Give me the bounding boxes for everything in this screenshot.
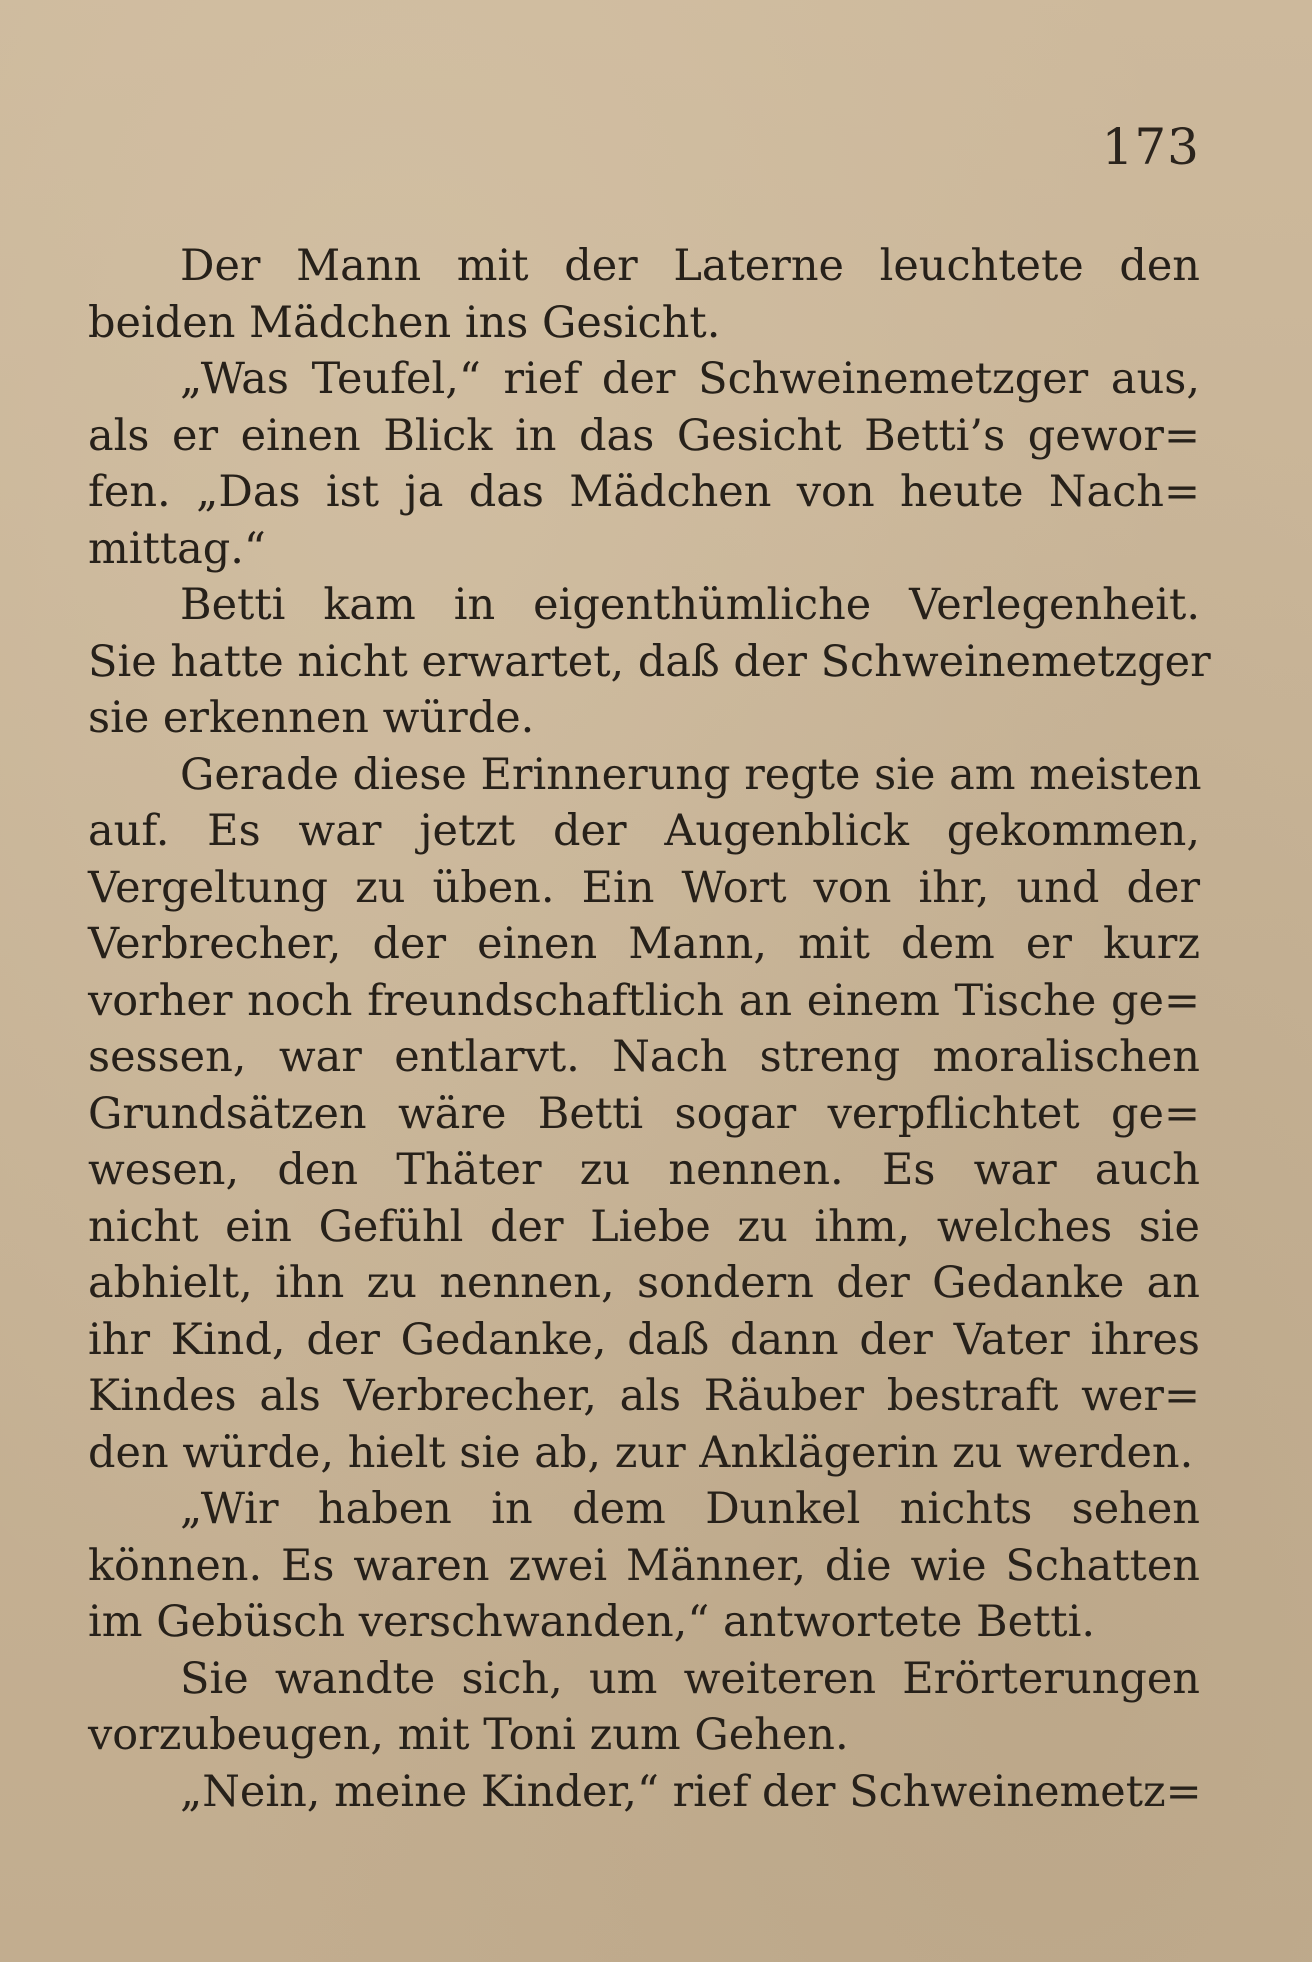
text-line: Der Mann mit der Laterne leuchtete den [180,241,1200,291]
paragraph [88,577,1211,747]
text-line: nicht ein Gefühl der Liebe zu ihm, welches sie [88,1201,1200,1252]
text-line: „Nein, meine Kinder,“ rief der Schweinemetz= [180,1766,1202,1817]
text-line: ihr Kind, der Gedanke, daß dann der Vater ihres [88,1314,1200,1365]
text-line: Kindes als Verbrecher, als Räuber bestraft wer= [88,1371,1200,1421]
text-line: „Was Teufel,“ rief der Schweinemetzger aus, [180,354,1200,404]
paragraph [88,351,1200,577]
paragraph [88,1764,1200,1821]
text-line: sie erkennen würde. [88,693,535,743]
text-line: im Gebüsch verschwanden,“ antwortete Betti. [88,1597,1095,1647]
text-line: vorzubeugen, mit Toni zum Gehen. [88,1710,849,1760]
text-line: als er einen Blick in das Gesicht Betti’s gewor= [88,410,1200,461]
text-line: den würde, hielt sie ab, zur Anklägerin zu werden. [88,1427,1194,1478]
text-line: Sie hatte nicht erwartet, daß der Schweinemetzger [88,636,1211,687]
text-line: Vergeltung zu üben. Ein Wort von ihr, und der [88,862,1200,913]
text-line: auf. Es war jetzt der Augenblick gekommen, [88,806,1200,856]
paragraph [88,238,1200,351]
text-line: beiden Mädchen ins Gesicht. [88,297,721,348]
text-line: Betti kam in eigenthümliche Verlegenheit. [180,580,1200,630]
text-line: können. Es waren zwei Männer, die wie Schatten [88,1540,1200,1591]
text-line: Gerade diese Erinnerung regte sie am meisten [180,749,1202,800]
paragraph [88,1481,1200,1651]
text-line: abhielt, ihn zu nennen, sondern der Gedanke an [88,1258,1200,1308]
page-number: 173 [1101,118,1200,176]
text-line: fen. „Das ist ja das Mädchen von heute Nach= [88,467,1200,517]
text-line: Verbrecher, der einen Mann, mit dem er kurz [88,919,1200,969]
text-line: Grundsätzen wäre Betti sogar verpflichtet ge= [88,1088,1200,1139]
paragraph [88,1651,1200,1764]
text-line: sessen, war entlarvt. Nach streng moralischen [88,1032,1200,1082]
text-line: wesen, den Thäter zu nennen. Es war auch [88,1145,1200,1195]
text-line: mittag.“ [88,523,266,574]
paragraph [88,747,1200,1482]
text-line: vorher noch freundschaftlich an einem Tische ge= [88,975,1200,1026]
text-line: Sie wandte sich, um weiteren Erörterungen [180,1653,1200,1704]
text-line: „Wir haben in dem Dunkel nichts sehen [180,1484,1200,1534]
body-text [88,238,1211,1820]
